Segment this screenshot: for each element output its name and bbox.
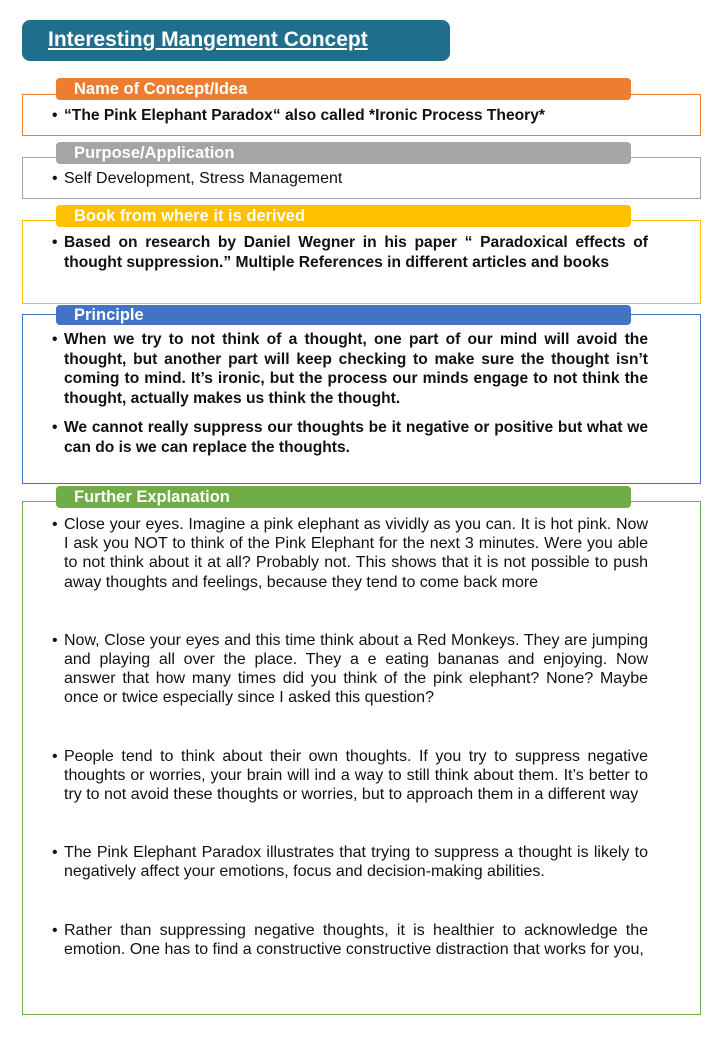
- title-banner: [22, 20, 450, 61]
- explanation-list: [52, 515, 648, 998]
- concept-name-list: [52, 106, 648, 126]
- list-item: • The Pink Elephant Paradox illustrates that trying to suppress a thought is likely to negatively affect your emotions, focus and decision-making abilities.: [52, 843, 648, 881]
- list-item: • We cannot really suppress our thoughts be it negative or positive but what we can do is we can replace the thoughts.: [52, 418, 648, 457]
- explanation-heading: Further Explanation: [56, 486, 631, 508]
- principle-heading: Principle: [56, 305, 631, 325]
- concept-name-heading: Name of Concept/Idea: [56, 78, 631, 100]
- principle-list: [52, 330, 648, 467]
- page-title: Interesting Mangement Concept: [48, 28, 368, 51]
- list-item: • Self Development, Stress Management: [52, 169, 648, 188]
- list-item: • People tend to think about their own thoughts. If you try to suppress negative thoughts or worries, your brain will ind a way to still think about them. It’s better to try to not avoid these thoughts or worries, but to approach them in a different way: [52, 747, 648, 805]
- purpose-heading: Purpose/Application: [56, 142, 631, 164]
- list-item: • When we try to not think of a thought, one part of our mind will avoid the thought, but another part will keep checking to make sure the thought isn’t coming to mind. It’s ironic, but the process our minds engage to not think the thought, actually makes us think the thought.: [52, 330, 648, 408]
- list-item: • Close your eyes. Imagine a pink elephant as vividly as you can. It is hot pink. Now I ask you NOT to think of the Pink Elephant for the next 3 minutes. Were you able to not think about it at all? Probably not. This shows that it is not possible to push away thoughts and feelings, because they tend to come back more: [52, 515, 648, 592]
- list-item: • “The Pink Elephant Paradox“ also called *Ironic Process Theory*: [52, 106, 648, 126]
- purpose-list: [52, 169, 648, 188]
- list-item: • Based on research by Daniel Wegner in his paper “ Paradoxical effects of thought suppression.” Multiple References in different articles and books: [52, 233, 648, 272]
- source-list: [52, 233, 648, 272]
- list-item: • Now, Close your eyes and this time think about a Red Monkeys. They are jumping and playing all over the place. They a e eating bananas and enjoying. Now answer that how many times did you think of the pink elephant? None? Maybe once or twice especially since I asked this question?: [52, 631, 648, 708]
- source-heading: Book from where it is derived: [56, 205, 631, 227]
- list-item: • Rather than suppressing negative thoughts, it is healthier to acknowledge the emotion. One has to find a constructive constructive distraction that works for you,: [52, 921, 648, 959]
